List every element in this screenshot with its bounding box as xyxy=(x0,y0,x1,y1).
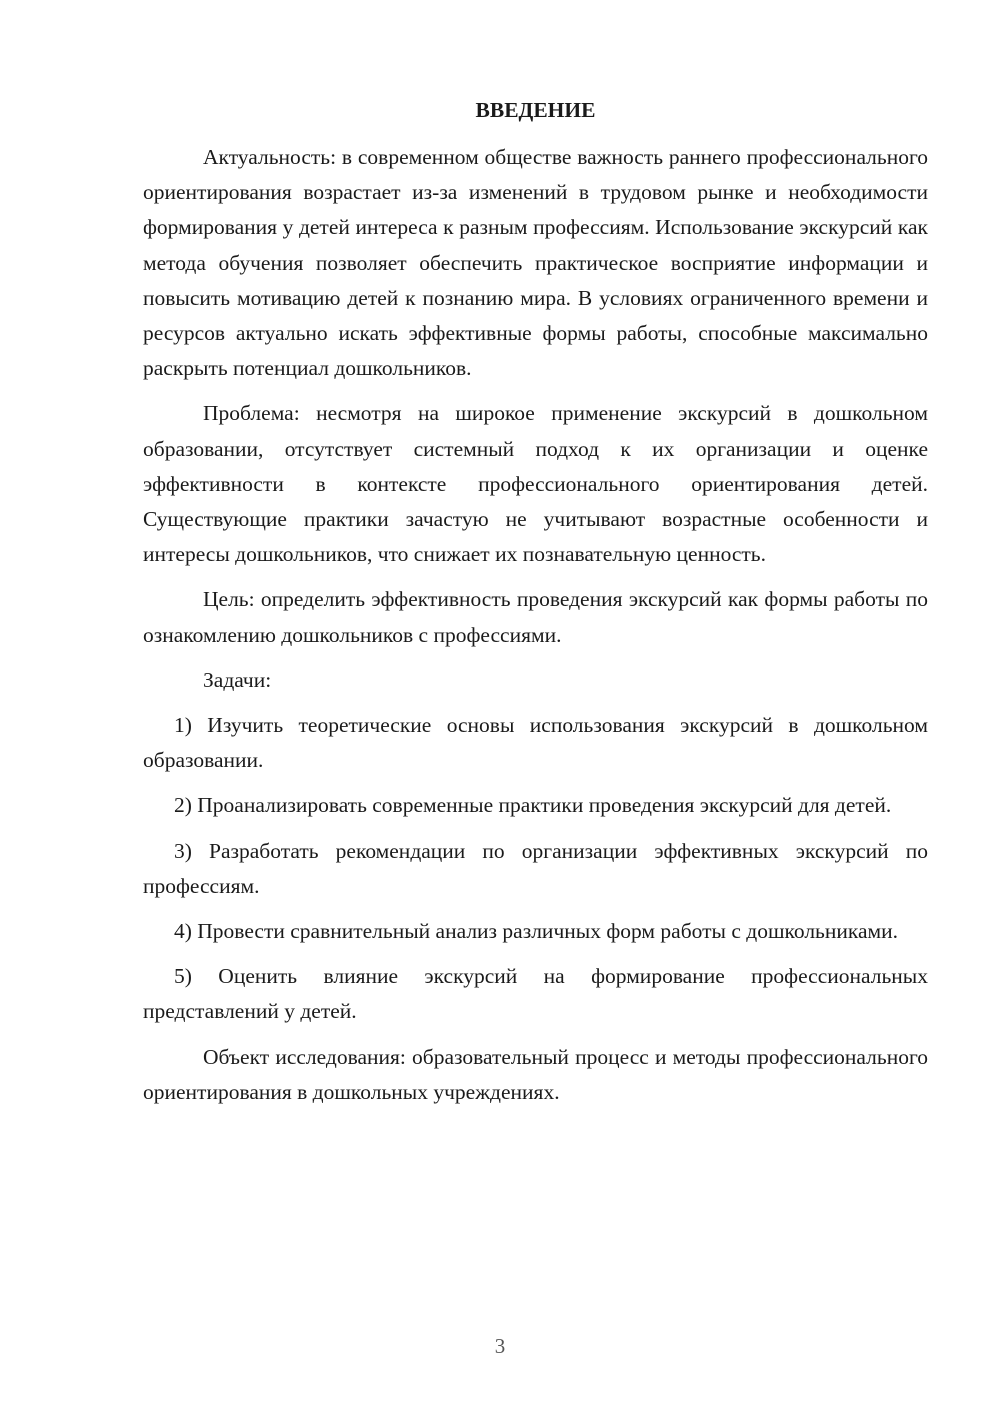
paragraph-goal: Цель: определить эффективность проведения экскурсий как формы работы по ознакомлению дошкольников с профессиями. xyxy=(143,587,928,647)
paragraph-relevance: Актуальность: в современном обществе важность раннего профессионального ориентирования возрастает из-за изменений в трудовом рынке и необходимости формирования у детей интереса к разным профессиям. Использование экскурсий как метода обучения позволяет обеспечить практическое восприятие информации и повысить мотивацию детей к познанию мира. В условиях ограниченного времени и ресурсов актуально искать эффективные формы работы, способные максимально раскрыть потенциал дошкольников. xyxy=(143,145,928,381)
paragraph-problem: Проблема: несмотря на широкое применение экскурсий в дошкольном образовании, отсутствует системный подход к их организации и оценке эффективности в контексте профессионального ориентирования детей. Существующие практики зачастую не учитывают возрастные особенности и интересы дошкольников, что снижает их познавательную ценность. xyxy=(143,401,928,567)
task-item-2: 2) Проанализировать современные практики проведения экскурсий для детей. xyxy=(174,793,892,818)
section-title: ВВЕДЕНИЕ xyxy=(475,98,596,122)
task-item-1: 1) Изучить теоретические основы использования экскурсий в дошкольном образовании. xyxy=(143,713,928,773)
task-item-3: 3) Разработать рекомендации по организации эффективных экскурсий по профессиям. xyxy=(143,838,928,898)
task-item-4: 4) Провести сравнительный анализ различных форм работы с дошкольниками. xyxy=(174,919,899,944)
task-item-5: 5) Оценить влияние экскурсий на формирование профессиональных представлений у детей. xyxy=(143,964,928,1024)
paragraph-object: Объект исследования: образовательный процесс и методы профессионального ориентирования в дошкольных учреждениях. xyxy=(143,1044,928,1104)
document-page xyxy=(143,94,928,1120)
tasks-heading: Задачи: xyxy=(203,667,272,692)
page-number: 3 xyxy=(494,1334,506,1358)
